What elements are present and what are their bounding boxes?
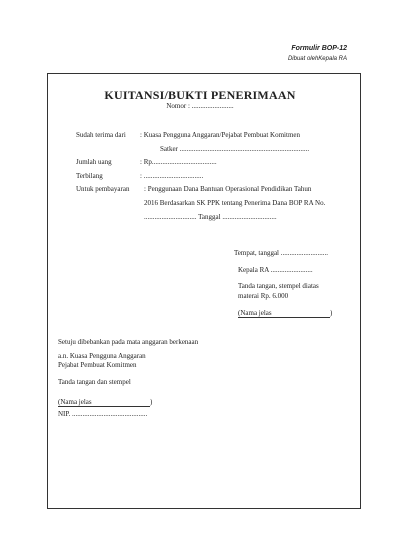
receipt-title: KUITANSI/BUKTI PENERIMAAN <box>104 88 296 102</box>
approval-officer: Pejabat Pembuat Komitmen <box>58 361 137 369</box>
purpose-line-3: .............................. Tanggal ............................... <box>144 213 277 221</box>
received-from-value: : Kuasa Pengguna Anggaran/Pejabat Pembuat Komitmen <box>140 131 300 139</box>
form-code: Formulir BOP-12 <box>291 45 347 52</box>
made-by-note: Dibuat olehKepala RA <box>287 56 347 62</box>
recipient-signature-name <box>238 309 332 318</box>
recipient-name-placeholder: (Nama jelas <box>238 309 330 318</box>
approval-nip: NIP. ........................................... <box>58 410 148 418</box>
purpose-line-2: 2016 Berdasarkan SK PPK tentang Penerima Dana BOP RA No. <box>144 199 326 207</box>
recipient-name-close: ) <box>330 309 333 317</box>
stamp-instruction-2: materai Rp. 6.000 <box>238 292 289 300</box>
head-of-ra: Kepala RA ........................ <box>238 266 313 274</box>
approver-name-placeholder: (Nama jelas <box>58 398 150 407</box>
received-from-satker: Satker .......................................................................... <box>160 145 310 153</box>
spelled-amount-label: Terbilang <box>76 172 103 180</box>
amount-value: : Rp..................................... <box>140 158 217 166</box>
received-from-label: Sudah terima dari <box>76 131 126 139</box>
purpose-line-1: : Penggunaan Dana Bantuan Operasional Pendidikan Tahun <box>144 185 312 193</box>
approval-statement: Setuju dibebankan pada mata anggaran berkenaan <box>58 338 199 346</box>
approver-name-close: ) <box>150 398 153 406</box>
receipt-number: Nomor : ........................ <box>166 102 234 110</box>
approval-on-behalf: a.n. Kuasa Pengguna Anggaran <box>58 352 146 360</box>
stamp-instruction-1: Tanda tangan, stempel diatas <box>238 282 319 290</box>
approval-signature-name <box>58 398 152 407</box>
amount-label: Jumlah uang <box>76 158 112 166</box>
place-date: Tempat, tanggal ........................... <box>234 249 328 257</box>
approval-sign-instruction: Tanda tangan dan stempel <box>58 378 131 386</box>
purpose-label: Untuk pembayaran <box>76 185 130 193</box>
spelled-amount-value: : .................................. <box>140 172 204 180</box>
